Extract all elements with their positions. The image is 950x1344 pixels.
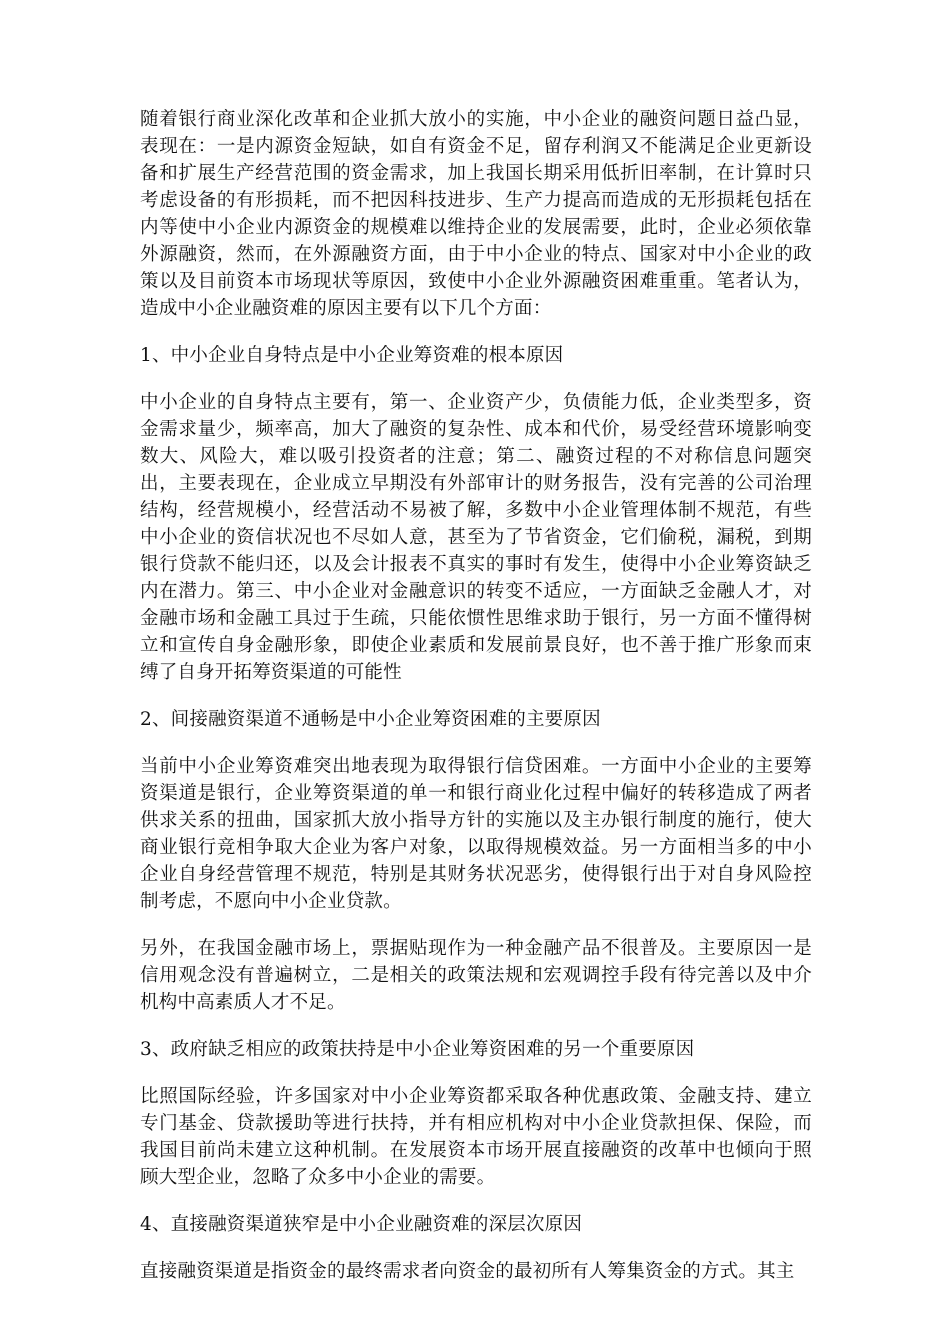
intro-paragraph: 随着银行商业深化改革和企业抓大放小的实施，中小企业的融资问题日益凸显，表现在：一是内源资金短缺，如自有资金不足，留存利润又不能满足企业更新设备和扩展生产经营范围的资金需求，加上我国长期采用低折旧率制，在计算时只考虑设备的有形损耗，而不把因科技进步、生产力提高而造成的无形损耗包括在内等使中小企业内源资金的规模难以维持企业的发展需要，此时，企业必须依靠外源融资，然而，在外源融资方面，由于中小企业的特点、国家对中小企业的政策以及目前资本市场现状等原因，致使中小企业外源融资困难重重。笔者认为，造成中小企业融资难的原因主要有以下几个方面： [140,109,812,319]
section-heading-4: 4、直接融资渠道狭窄是中小企业融资难的深层次原因 [140,1214,583,1235]
section-paragraph-2a: 当前中小企业筹资难突出地表现为取得银行信贷困难。一方面中小企业的主要筹资渠道是银行，企业筹资渠道的单一和银行商业化过程中偏好的转移造成了两者供求关系的扭曲，国家抓大放小指导方针的实施以及主办银行制度的施行，使大商业银行竞相争取大企业为客户对象，以取得规模效益。另一方面相当多的中小企业自身经营管理不规范，特别是其财务状况恶劣，使得银行出于对自身风险控制考虑，不愿向中小企业贷款。 [140,756,812,912]
section-paragraph-3: 比照国际经验，许多国家对中小企业筹资都采取各种优惠政策、金融支持、建立专门基金、贷款援助等进行扶持，并有相应机构对中小企业贷款担保、保险，而我国目前尚未建立这种机制。在发展资本市场开展直接融资的改革中也倾向于照顾大型企业，忽略了众多中小企业的需要。 [140,1086,812,1188]
section-heading-2: 2、间接融资渠道不通畅是中小企业筹资困难的主要原因 [140,709,601,730]
document-page [140,106,812,1305]
section-heading-1: 1、中小企业自身特点是中小企业筹资难的根本原因 [140,345,564,366]
section-heading-3: 3、政府缺乏相应的政策扶持是中小企业筹资困难的另一个重要原因 [140,1039,695,1060]
section-paragraph-4: 直接融资渠道是指资金的最终需求者向资金的最初所有人筹集资金的方式。其主 [140,1261,795,1282]
section-paragraph-1: 中小企业的自身特点主要有，第一、企业资产少，负债能力低，企业类型多，资金需求量少，频率高，加大了融资的复杂性、成本和代价，易受经营环境影响变数大、风险大，难以吸引投资者的注意；第二、融资过程的不对称信息问题突出，主要表现在，企业成立早期没有外部审计的财务报告，没有完善的公司治理结构，经营规模小，经营活动不易被了解，多数中小企业管理体制不规范，有些中小企业的资信状况也不尽如人意，甚至为了节省资金，它们偷税，漏税，到期银行贷款不能归还，以及会计报表不真实的事时有发生，使得中小企业筹资缺乏内在潜力。第三、中小企业对金融意识的转变不适应，一方面缺乏金融人才，对金融市场和金融工具过于生疏，只能依惯性思维求助于银行，另一方面不懂得树立和宣传自身金融形象，即使企业素质和发展前景良好，也不善于推广形象而束缚了自身开拓筹资渠道的可能性 [140,392,812,683]
section-paragraph-2b: 另外，在我国金融市场上，票据贴现作为一种金融产品不很普及。主要原因一是信用观念没有普遍树立，二是相关的政策法规和宏观调控手段有待完善以及中介机构中高素质人才不足。 [140,938,812,1013]
